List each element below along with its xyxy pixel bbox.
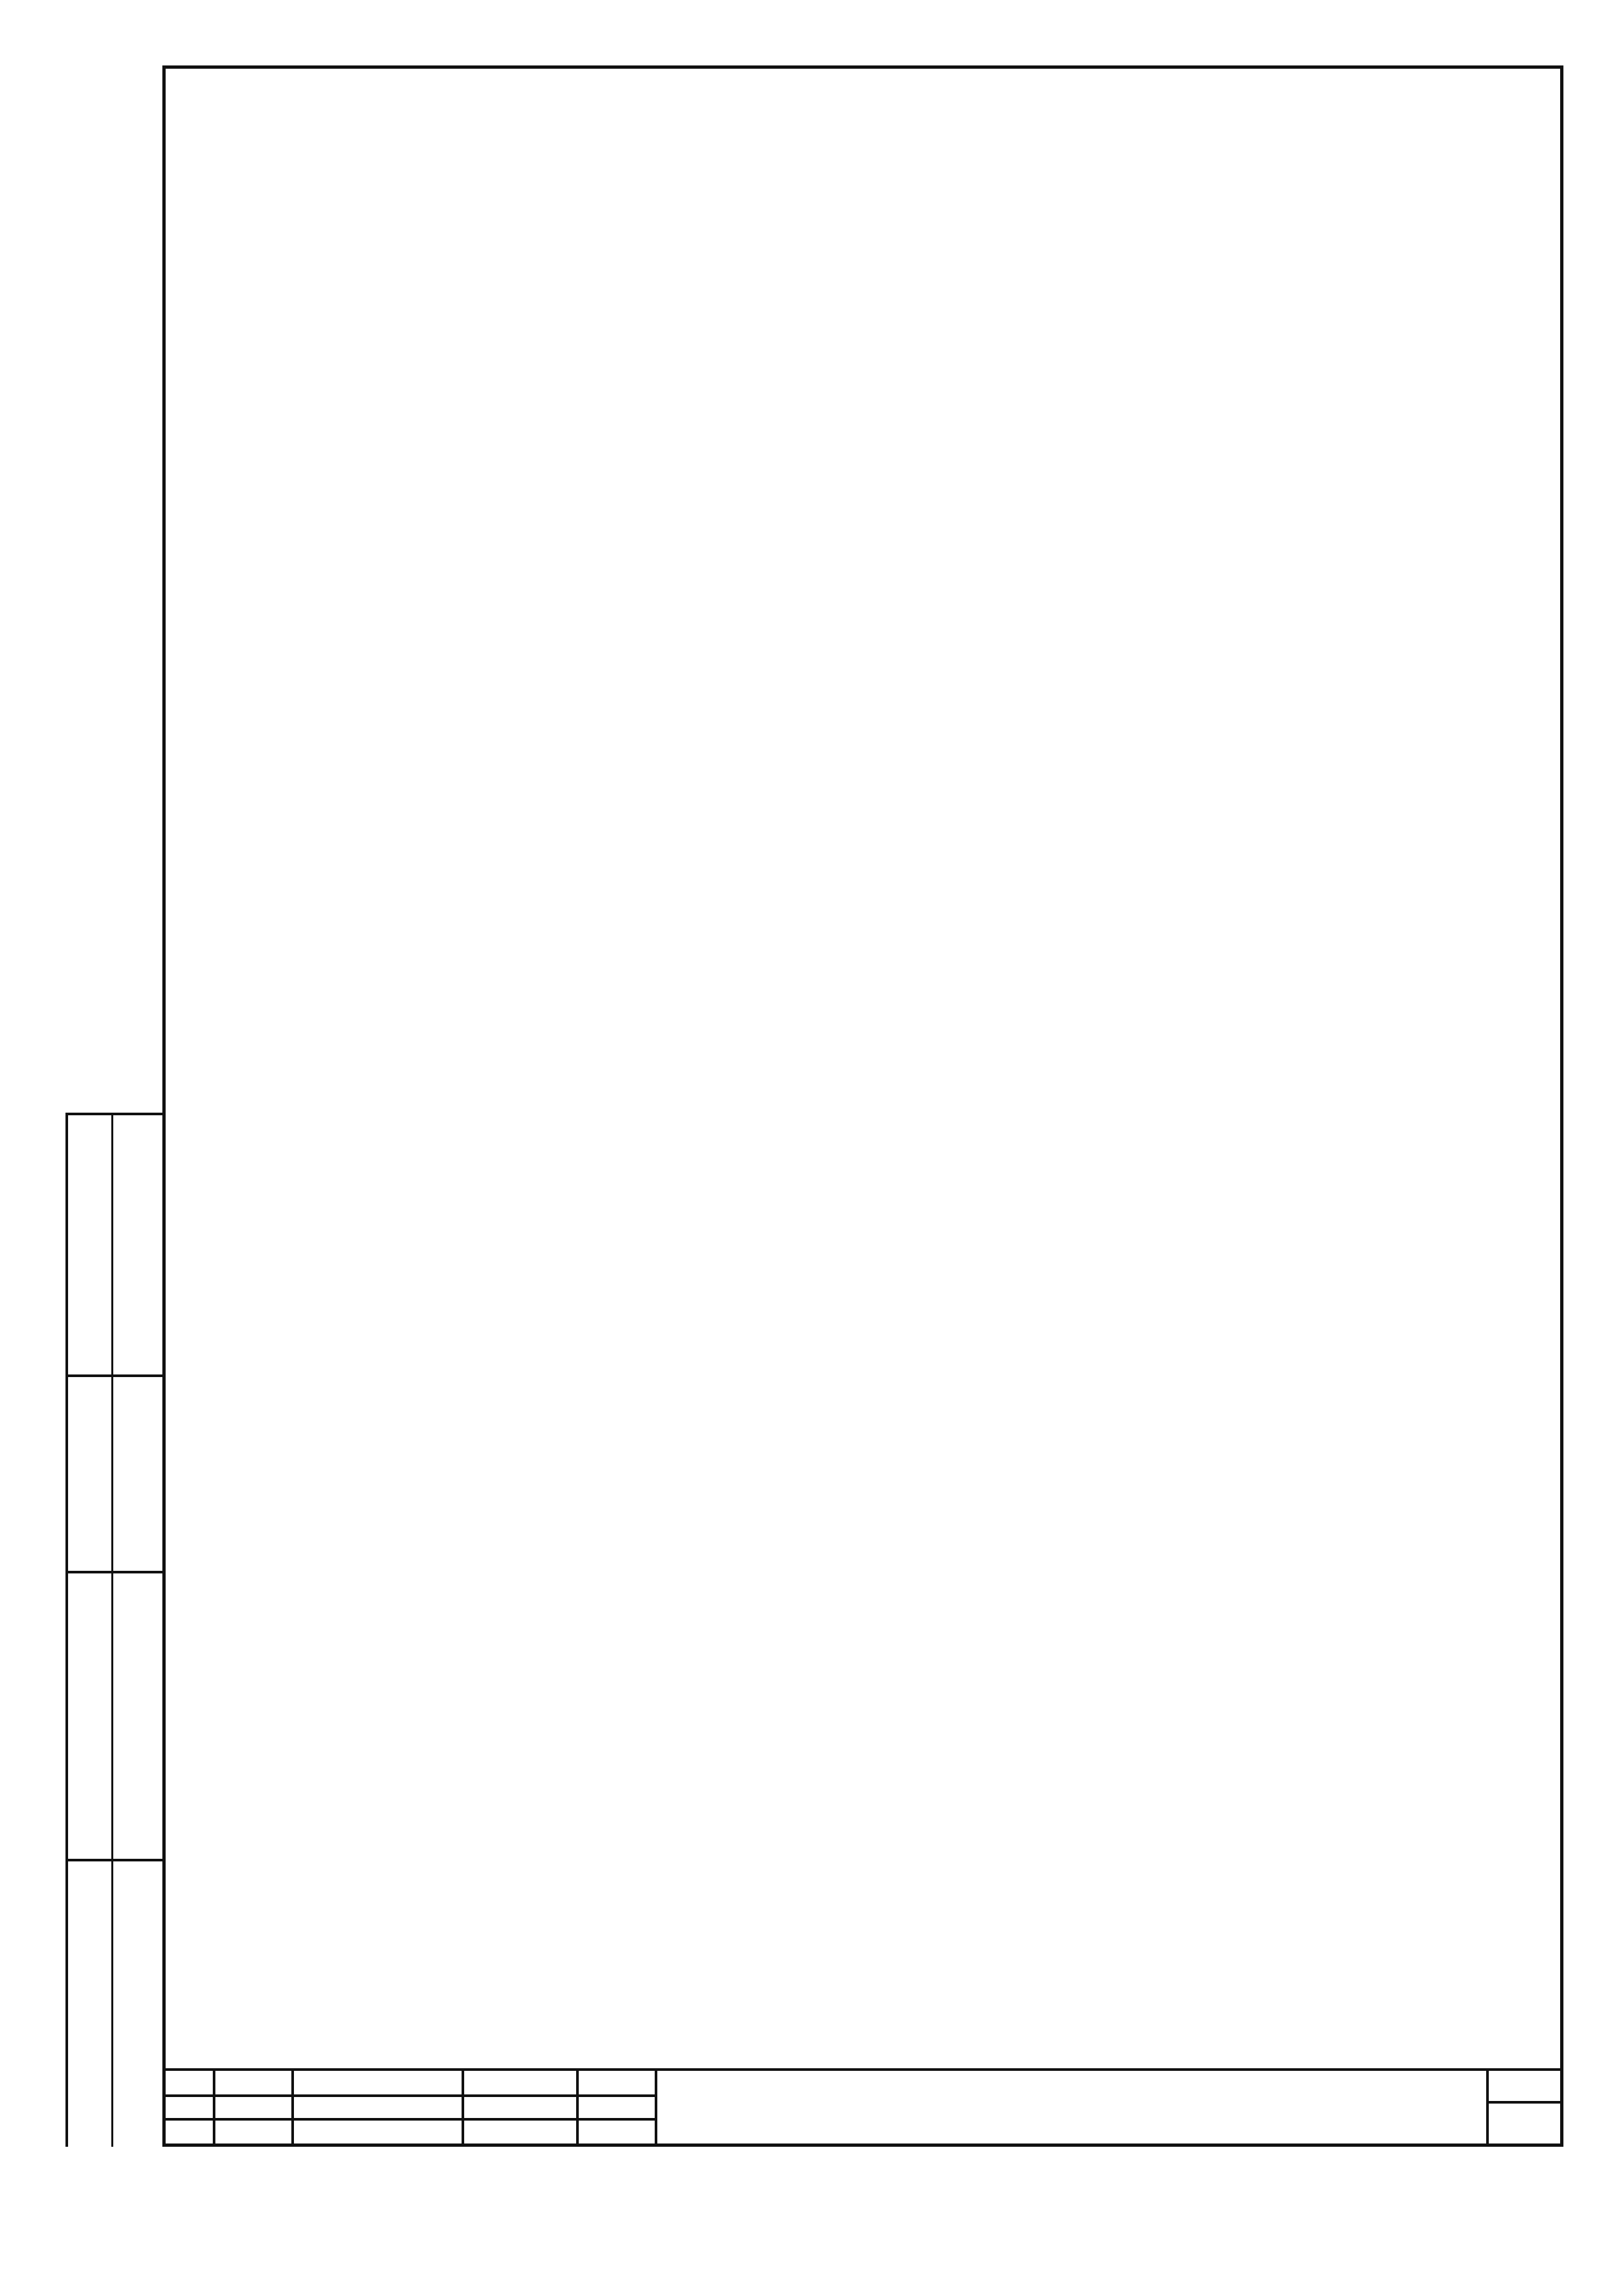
side-stamp: [65, 1113, 162, 2147]
title-block-col: [291, 2068, 294, 2147]
paragraph-4-26: [282, 212, 1447, 293]
title-block-row: [162, 2094, 657, 2097]
side-column: [65, 1113, 114, 2147]
title-block-col: [576, 2068, 579, 2147]
title-block-top: [162, 2068, 1563, 2071]
side-divider: [65, 1571, 162, 1573]
side-divider: [65, 1374, 162, 1377]
body-text-top: [282, 171, 1447, 293]
page-frame: [162, 65, 1563, 2147]
title-block-col: [213, 2068, 215, 2147]
title-block-row: [162, 2118, 657, 2121]
paragraph: [282, 171, 1447, 212]
title-block-col: [1486, 2068, 1489, 2147]
title-block-col: [462, 2068, 464, 2147]
side-inner-line: [111, 1113, 113, 2147]
side-divider: [65, 1859, 162, 1861]
side-divider: [65, 1113, 162, 1115]
title-block-row: [1486, 2101, 1563, 2104]
title-block-col: [655, 2068, 657, 2147]
